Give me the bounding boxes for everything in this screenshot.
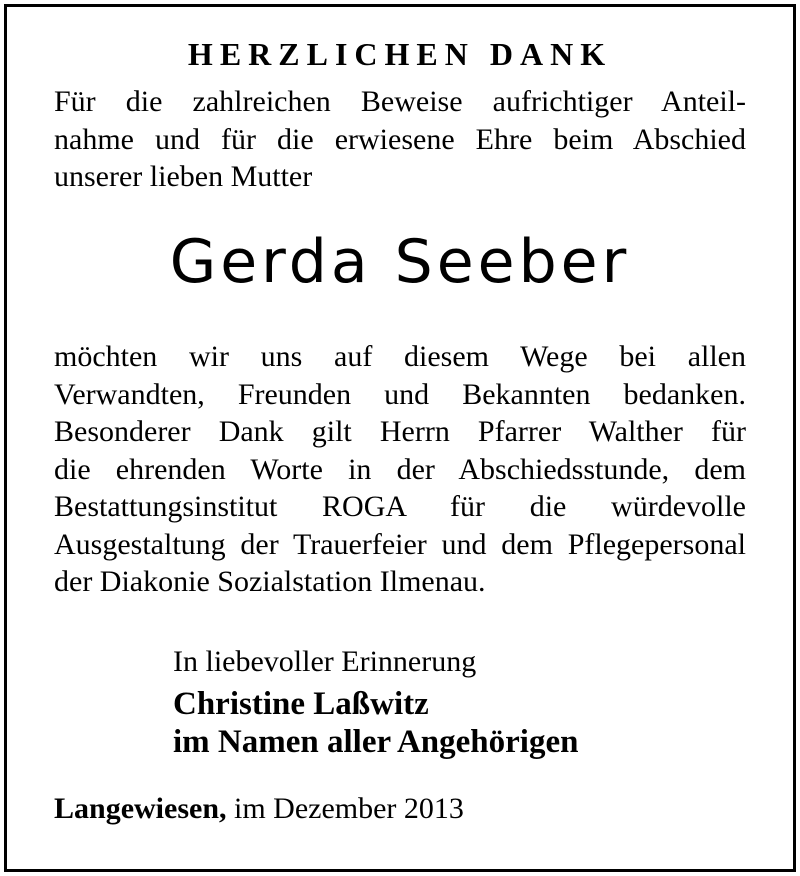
signer-name: Christine Laßwitz <box>173 686 429 722</box>
intro-line: nahme und für die erwiesene Ehre beim Abschied <box>54 122 746 156</box>
body-line: Verwandten, Freunden und Bekannten bedanken. <box>54 377 746 411</box>
place-date-line <box>54 790 464 828</box>
place-name: Langewiesen, <box>54 792 227 825</box>
closing-phrase: In liebevoller Erinnerung <box>173 645 477 678</box>
notice-heading: HERZLICHEN DANK <box>187 36 613 72</box>
body-line: der Diakonie Sozialstation Ilmenau. <box>54 565 486 598</box>
body-line: Besonderer Dank gilt Herrn Pfarrer Walther für <box>54 415 746 448</box>
signature-block <box>173 685 578 761</box>
body-paragraph <box>54 338 746 601</box>
deceased-name: Gerda Seeber <box>169 227 631 297</box>
body-line: Ausgestaltung der Trauerfeier und dem Pflegepersonal <box>54 527 746 561</box>
intro-line: Für die zahlreichen Beweise aufrichtiger Anteil- <box>54 85 746 118</box>
signer-note: im Namen aller Angehörigen <box>173 724 579 760</box>
intro-paragraph <box>54 83 746 196</box>
date-text: im Dezember 2013 <box>234 792 464 825</box>
body-line: Bestattungsinstitut ROGA für die würdevolle <box>54 490 746 523</box>
body-line: möchten wir uns auf diesem Wege bei allen <box>54 340 746 373</box>
body-line: die ehrenden Worte in der Abschiedsstunde, dem <box>54 452 746 486</box>
intro-line: unserer lieben Mutter <box>54 160 313 193</box>
